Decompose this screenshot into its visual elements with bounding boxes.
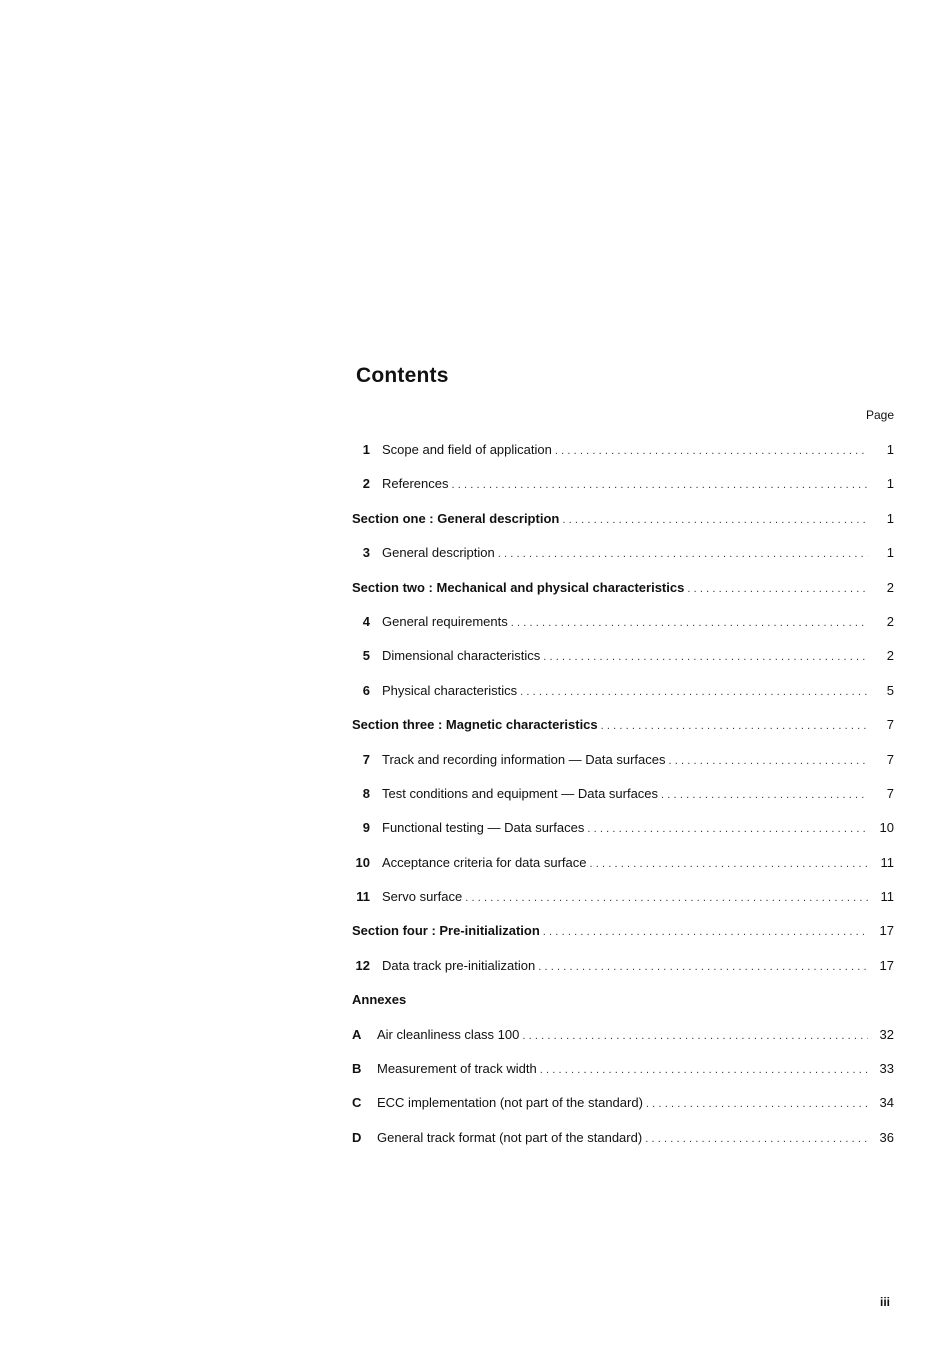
toc-entry-section-four[interactable] [352, 919, 894, 953]
toc-entry-number: 10 [355, 854, 370, 870]
toc-entry-page: 11 [880, 889, 894, 905]
toc-entry-number: 5 [362, 648, 370, 664]
toc-entry-number: 9 [362, 820, 370, 836]
toc-entry-clause-4[interactable] [352, 610, 894, 644]
toc-entry-number: 8 [362, 785, 370, 801]
dot-leader [498, 542, 868, 566]
dot-leader [646, 1092, 868, 1116]
toc-entry-clause-2[interactable] [352, 472, 894, 506]
toc-entry-label: Scope and field of application [382, 442, 552, 457]
toc-entry-page: 10 [879, 820, 894, 836]
dot-leader [562, 508, 868, 532]
toc-entry-annex-a[interactable] [352, 1023, 894, 1057]
toc-entry-clause-6[interactable] [352, 679, 894, 713]
toc-entry-label: General description [382, 545, 495, 561]
toc-entry-letter: C [352, 1095, 362, 1111]
toc-heading-annexes [352, 988, 894, 1022]
toc-section-label: Section one : General description [352, 510, 560, 526]
toc-entry-number: 6 [362, 682, 370, 698]
toc-entry-label: References [382, 476, 449, 492]
toc-entry-label: Servo surface [382, 889, 463, 905]
toc-entry-page: 2 [886, 613, 894, 629]
toc-entry-page: 7 [886, 751, 894, 767]
toc-entry-page: 33 [879, 1061, 894, 1077]
toc-entry-page: 7 [886, 717, 894, 733]
toc-entry-page: 1 [886, 510, 894, 526]
toc-section-label: Section four : Pre-initialization [352, 923, 540, 939]
toc-entry-number: 12 [355, 957, 370, 973]
toc-entry-label: General track format (not part of the standard) [377, 1129, 643, 1145]
toc-entry-page: 7 [886, 785, 894, 801]
toc-entry-page: 34 [879, 1095, 894, 1111]
toc-entry-section-one[interactable] [352, 507, 894, 541]
toc-entry-number: 1 [362, 442, 370, 457]
toc-entry-page: 2 [886, 579, 894, 595]
toc-entry-page: 32 [879, 1026, 894, 1042]
toc-entry-label: Functional testing — Data surfaces [382, 820, 585, 836]
toc-entry-section-three[interactable] [352, 713, 894, 747]
toc-entry-clause-8[interactable] [352, 782, 894, 816]
dot-leader [543, 645, 868, 669]
dot-leader [465, 886, 868, 910]
toc-entry-number: 7 [362, 751, 370, 767]
toc-entry-clause-7[interactable] [352, 748, 894, 782]
toc-entry-number: 3 [362, 545, 370, 561]
toc-entry-annex-c[interactable] [352, 1091, 894, 1125]
toc-entry-clause-1[interactable] [352, 438, 894, 472]
toc-entry-annex-b[interactable] [352, 1057, 894, 1091]
dot-leader [645, 1127, 868, 1151]
toc-entry-clause-5[interactable] [352, 644, 894, 678]
toc-entry-page: 1 [886, 476, 894, 492]
toc-entry-letter: D [352, 1129, 362, 1145]
toc-entry-label: Dimensional characteristics [382, 648, 541, 664]
dot-leader [538, 955, 868, 979]
dot-leader [601, 714, 868, 738]
toc-entry-page: 17 [879, 923, 894, 939]
page-title: Contents [356, 364, 449, 387]
toc-entry-number: 2 [362, 476, 370, 492]
toc-entry-clause-9[interactable] [352, 816, 894, 850]
toc-entry-label: Test conditions and equipment — Data surfaces [382, 785, 659, 801]
toc-entry-label: General requirements [382, 613, 508, 629]
toc-entry-page: 2 [886, 648, 894, 664]
toc-entry-number: 11 [356, 889, 370, 905]
toc-entry-number: 4 [362, 613, 370, 629]
dot-leader [668, 749, 868, 773]
toc-entry-label: Track and recording information — Data surfaces [382, 751, 666, 767]
toc-entry-clause-12[interactable] [352, 954, 894, 988]
dot-leader [522, 1024, 868, 1048]
toc-entry-page: 5 [886, 682, 894, 698]
dot-leader [555, 439, 868, 463]
toc-entry-clause-10[interactable] [352, 851, 894, 885]
toc-entry-clause-11[interactable] [352, 885, 894, 919]
dot-leader [540, 1058, 868, 1082]
toc-entry-label: Measurement of track width [377, 1061, 537, 1077]
toc-entry-page: 1 [886, 442, 894, 457]
toc-entry-annex-d[interactable] [352, 1126, 894, 1160]
toc-section-label: Section two : Mechanical and physical characteristics [352, 579, 685, 595]
toc-entry-label: ECC implementation (not part of the standard) [377, 1095, 643, 1111]
table-of-contents [352, 438, 894, 1160]
toc-entry-page: 11 [880, 854, 894, 870]
toc-entry-section-two[interactable] [352, 576, 894, 610]
dot-leader [590, 852, 869, 876]
dot-leader [587, 817, 868, 841]
dot-leader [687, 577, 868, 601]
annexes-heading: Annexes [352, 992, 407, 1008]
toc-entry-label: Physical characteristics [382, 682, 518, 698]
toc-entry-page: 17 [879, 957, 894, 973]
page-number-folio: iii [879, 1295, 890, 1309]
toc-entry-label: Acceptance criteria for data surface [382, 854, 587, 870]
dot-leader [661, 783, 868, 807]
toc-section-label: Section three : Magnetic characteristics [352, 717, 598, 733]
toc-entry-page: 1 [886, 545, 894, 561]
toc-entry-letter: B [352, 1061, 362, 1077]
toc-entry-page: 36 [879, 1129, 894, 1145]
toc-entry-label: Data track pre-initialization [382, 957, 536, 973]
page-column-header: Page [865, 408, 894, 422]
toc-entry-clause-3[interactable] [352, 541, 894, 575]
dot-leader [451, 473, 868, 497]
dot-leader [543, 920, 868, 944]
toc-entry-letter: A [352, 1026, 362, 1042]
toc-entry-label: Air cleanliness class 100 [377, 1026, 520, 1042]
dot-leader [511, 611, 868, 635]
dot-leader [520, 680, 868, 704]
